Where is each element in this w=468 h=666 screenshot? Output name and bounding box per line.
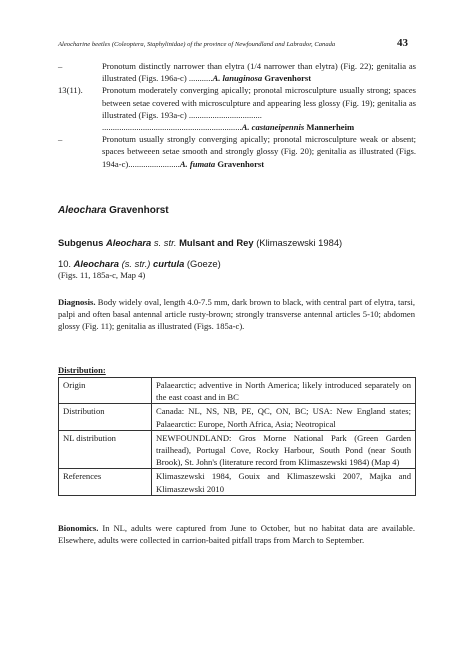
species-figure-refs: (Figs. 11, 185a-c, Map 4) <box>58 270 146 280</box>
bionomics-label: Bionomics. <box>58 523 99 533</box>
genus-name: Aleochara <box>58 205 107 216</box>
couplet-text <box>102 84 416 133</box>
key-couplet <box>58 84 416 133</box>
page-number: 43 <box>397 37 408 49</box>
subgenus-prefix: Subgenus <box>58 237 104 248</box>
subgenus-author: Mulsant and Rey <box>179 237 254 248</box>
couplet-author: Mannerheim <box>306 122 355 133</box>
distribution-table <box>58 377 416 496</box>
genus-author: Gravenhorst <box>109 205 169 216</box>
couplet-result: A. castaneipennis <box>241 122 305 133</box>
subgenus-name: Aleochara <box>105 237 152 248</box>
couplet-text <box>102 60 416 84</box>
row-value: Palaearctic; adventive in North America; likely introduced separately on the east coast and in BC <box>152 378 416 404</box>
couplet-author: Gravenhorst <box>264 73 312 84</box>
genus-heading <box>58 205 169 216</box>
row-key: References <box>59 469 152 495</box>
species-author: (Goeze) <box>186 258 221 269</box>
row-value: NEWFOUNDLAND: Gros Morne National Park (Green Garden trailhead), Portugal Cove, Rocky Harbour, South Pond (near South Brook), St. John's (literature record from Klimaszewski 1984) (Map 4) <box>152 430 416 469</box>
couplet-number: 13(11). <box>58 85 83 96</box>
table-row <box>59 430 416 469</box>
species-genus: Aleochara <box>73 258 119 269</box>
row-key: NL distribution <box>59 430 152 469</box>
couplet-description: Pronotum usually strongly converging apically; pronotal microsculpture weak or absent; spaces betweeen setae smooth and strongly glossy (Fig. 20); genitalia as illustrated (Figs. 194a-c)........................ <box>102 134 416 169</box>
couplet-text <box>102 133 416 170</box>
row-key: Distribution <box>59 404 152 430</box>
couplet-result: A. fumata <box>179 158 216 169</box>
key-couplet <box>58 133 416 170</box>
couplet-number: – <box>58 134 63 145</box>
row-value: Canada: NL, NS, NB, PE, QC, ON, BC; USA: New England states; Palaearctic: Europe, North Africa, Asia; Neotropical <box>152 404 416 430</box>
species-number: 10. <box>58 258 72 269</box>
couplet-description: Pronotum moderately converging apically; pronotal microsculpture usually strong; spaces between setae covered with microsculpture and appearing less glossy (Fig. 19); genitalia as illustrated (Figs. 193a-c) .................................. <box>102 85 416 120</box>
species-heading <box>58 258 221 269</box>
couplet-author: Gravenhorst <box>217 158 265 169</box>
subgenus-citation: (Klimaszewski 1984) <box>256 237 343 248</box>
table-row <box>59 378 416 404</box>
diagnosis-text: Body widely oval, length 4.0-7.5 mm, dark brown to black, with central part of elytra, tarsi, palpi and often basal antennal article rusty-brown; strongly transverse antennal articles 5-10; abdomen glossy (Fig. 11); genitalia as illustrated (Figs. 185a-c). <box>58 297 415 332</box>
subgenus-heading <box>58 237 342 248</box>
species-subgenus: (s. str.) <box>121 258 151 269</box>
row-value: Klimaszewski 1984, Gouix and Klimaszewski 2007, Majka and Klimaszewski 2010 <box>152 469 416 495</box>
running-head: Aleocharine beetles (Coleoptera, Staphylinidae) of the province of Newfoundland and Labrador, Canada <box>58 41 336 48</box>
table-row <box>59 404 416 430</box>
couplet-result: A. lanuginosa <box>212 73 263 84</box>
bionomics-text: In NL, adults were captured from June to October, but no habitat data are available. Elsewhere, adults were collected in carrion-baited pitfall traps from March to September. <box>58 523 415 546</box>
identification-key <box>58 60 416 170</box>
diagnosis-paragraph <box>58 296 415 333</box>
couplet-number: – <box>58 61 63 71</box>
row-key: Origin <box>59 378 152 404</box>
distribution-label: Distribution: <box>58 365 106 375</box>
key-couplet <box>58 60 416 84</box>
diagnosis-label: Diagnosis. <box>58 297 96 307</box>
couplet-description: Pronotum distinctly narrower than elytra (1/4 narrower than elytra) (Fig. 22); genitalia as illustrated (Figs. 196a-c) ........... <box>102 61 416 84</box>
couplet-dots: ................................................................. <box>102 122 242 133</box>
table-row <box>59 469 416 495</box>
species-epithet: curtula <box>153 258 185 269</box>
subgenus-qualifier: s. str. <box>153 237 177 248</box>
bionomics-paragraph <box>58 522 415 546</box>
